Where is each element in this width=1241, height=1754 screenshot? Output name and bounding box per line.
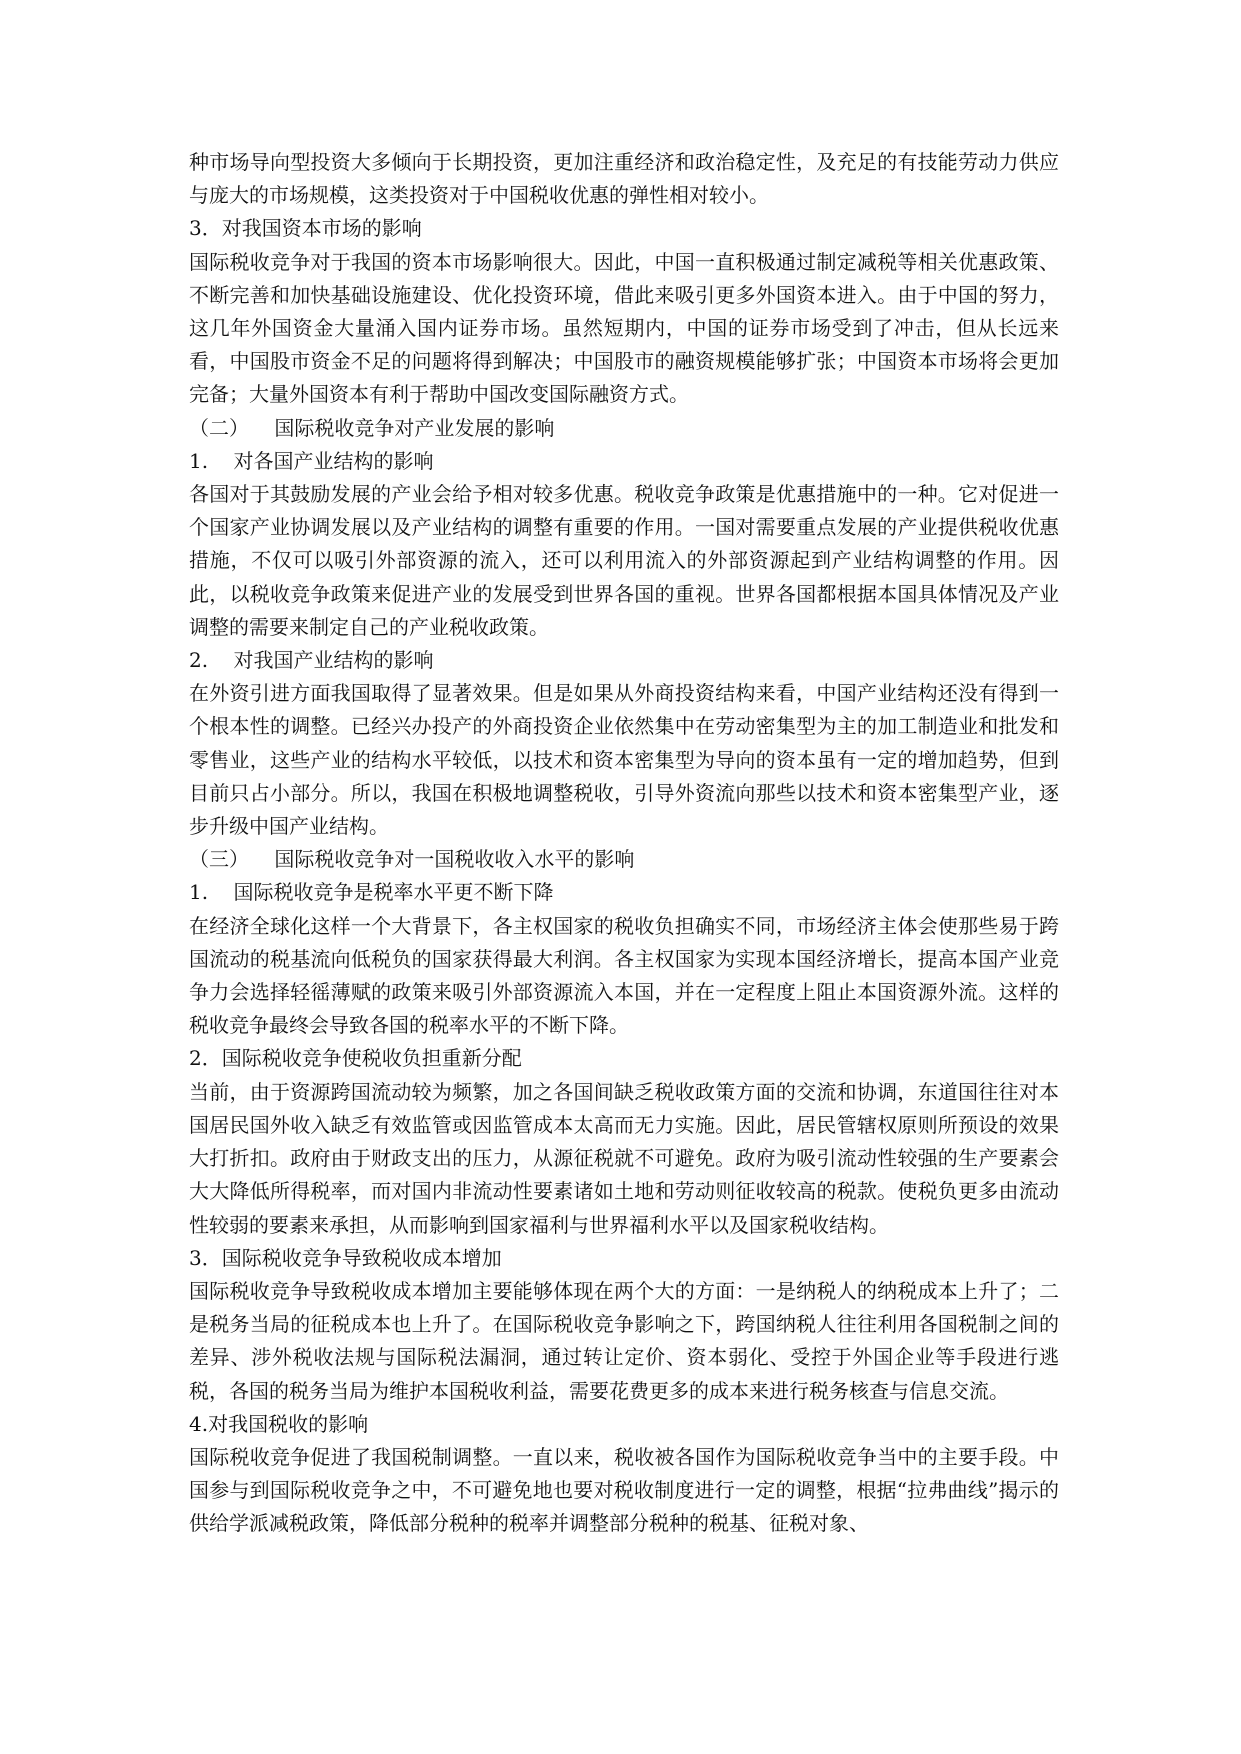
subsection-heading: 3．国际税收竞争导致税收成本增加 bbox=[189, 1245, 502, 1270]
section-heading: （二） 国际税收竞争对产业发展的影响 bbox=[189, 415, 555, 440]
paragraph: 国际税收竞争对于我国的资本市场影响很大。因此，中国一直积极通过制定减税等相关优惠政策、不断完善和加快基础设施建设、优化投资环境，借此来吸引更多外国资本进入。由于中国的努力，这几年外国资金大量涌入国内证券市场。虽然短期内，中国的证券市场受到了冲击，但从长远来看，中国股市资金不足的问题将得到解决；中国股市的融资规模能够扩张；中国资本市场将会更加完备；大量外国资本有利于帮助中国改变国际融资方式。 bbox=[189, 249, 1059, 407]
subsection-heading: 4.对我国税收的影响 bbox=[189, 1411, 369, 1436]
paragraph: 国际税收竞争促进了我国税制调整。一直以来，税收被各国作为国际税收竞争当中的主要手段。中国参与到国际税收竞争之中，不可避免地也要对税收制度进行一定的调整，根据“拉弗曲线”揭示的供给学派减税政策，降低部分税种的税率并调整部分税种的税基、征税对象、 bbox=[189, 1444, 1059, 1536]
section-heading: （三） 国际税收竞争对一国税收收入水平的影响 bbox=[189, 847, 635, 872]
paragraph: 在外资引进方面我国取得了显著效果。但是如果从外商投资结构来看，中国产业结构还没有得到一个根本性的调整。已经兴办投产的外商投资企业依然集中在劳动密集型为主的加工制造业和批发和零售业，这些产业的结构水平较低，以技术和资本密集型为导向的资本虽有一定的增加趋势，但到目前只占小部分。所以，我国在积极地调整税收，引导外资流向那些以技术和资本密集型产业，逐步升级中国产业结构。 bbox=[189, 681, 1059, 839]
paragraph: 各国对于其鼓励发展的产业会给予相对较多优惠。税收竞争政策是优惠措施中的一种。它对促进一个国家产业协调发展以及产业结构的调整有重要的作用。一国对需要重点发展的产业提供税收优惠措施，不仅可以吸引外部资源的流入，还可以利用流入的外部资源起到产业结构调整的作用。因此，以税收竞争政策来促进产业的发展受到世界各国的重视。世界各国都根据本国具体情况及产业调整的需要来制定自己的产业税收政策。 bbox=[189, 482, 1059, 639]
subsection-heading: 1. 国际税收竞争是税率水平更不断下降 bbox=[189, 880, 554, 905]
paragraph: 种市场导向型投资大多倾向于长期投资，更加注重经济和政治稳定性，及充足的有技能劳动力供应与庞大的市场规模，这类投资对于中国税收优惠的弹性相对较小。 bbox=[189, 150, 1059, 208]
paragraph: 在经济全球化这样一个大背景下，各主权国家的税收负担确实不同，市场经济主体会使那些易于跨国流动的税基流向低税负的国家获得最大利润。各主权国家为实现本国经济增长，提高本国产业竞争力会选择轻徭薄赋的政策来吸引外部资源流入本国，并在一定程度上阻止本国资源外流。这样的税收竞争最终会导致各国的税率水平的不断下降。 bbox=[189, 913, 1059, 1038]
subsection-heading: 2．国际税收竞争使税收负担重新分配 bbox=[189, 1046, 522, 1071]
document-body bbox=[189, 146, 1059, 1541]
subsection-heading: 2. 对我国产业结构的影响 bbox=[189, 648, 434, 673]
paragraph: 当前，由于资源跨国流动较为频繁，加之各国间缺乏税收政策方面的交流和协调，东道国往往对本国居民国外收入缺乏有效监管或因监管成本太高而无力实施。因此，居民管辖权原则所预设的效果大打折扣。政府由于财政支出的压力，从源征税就不可避免。政府为吸引流动性较强的生产要素会大大降低所得税率，而对国内非流动性要素诸如土地和劳动则征收较高的税款。使税负更多由流动性较弱的要素来承担，从而影响到国家福利与世界福利水平以及国家税收结构。 bbox=[189, 1079, 1059, 1237]
section-heading: 3．对我国资本市场的影响 bbox=[189, 216, 422, 241]
paragraph: 国际税收竞争导致税收成本增加主要能够体现在两个大的方面：一是纳税人的纳税成本上升了；二是税务当局的征税成本也上升了。在国际税收竞争影响之下，跨国纳税人往往利用各国税制之间的差异、涉外税收法规与国际税法漏洞，通过转让定价、资本弱化、受控于外国企业等手段进行逃税，各国的税务当局为维护本国税收利益，需要花费更多的成本来进行税务核查与信息交流。 bbox=[189, 1278, 1059, 1403]
subsection-heading: 1. 对各国产业结构的影响 bbox=[189, 448, 434, 473]
